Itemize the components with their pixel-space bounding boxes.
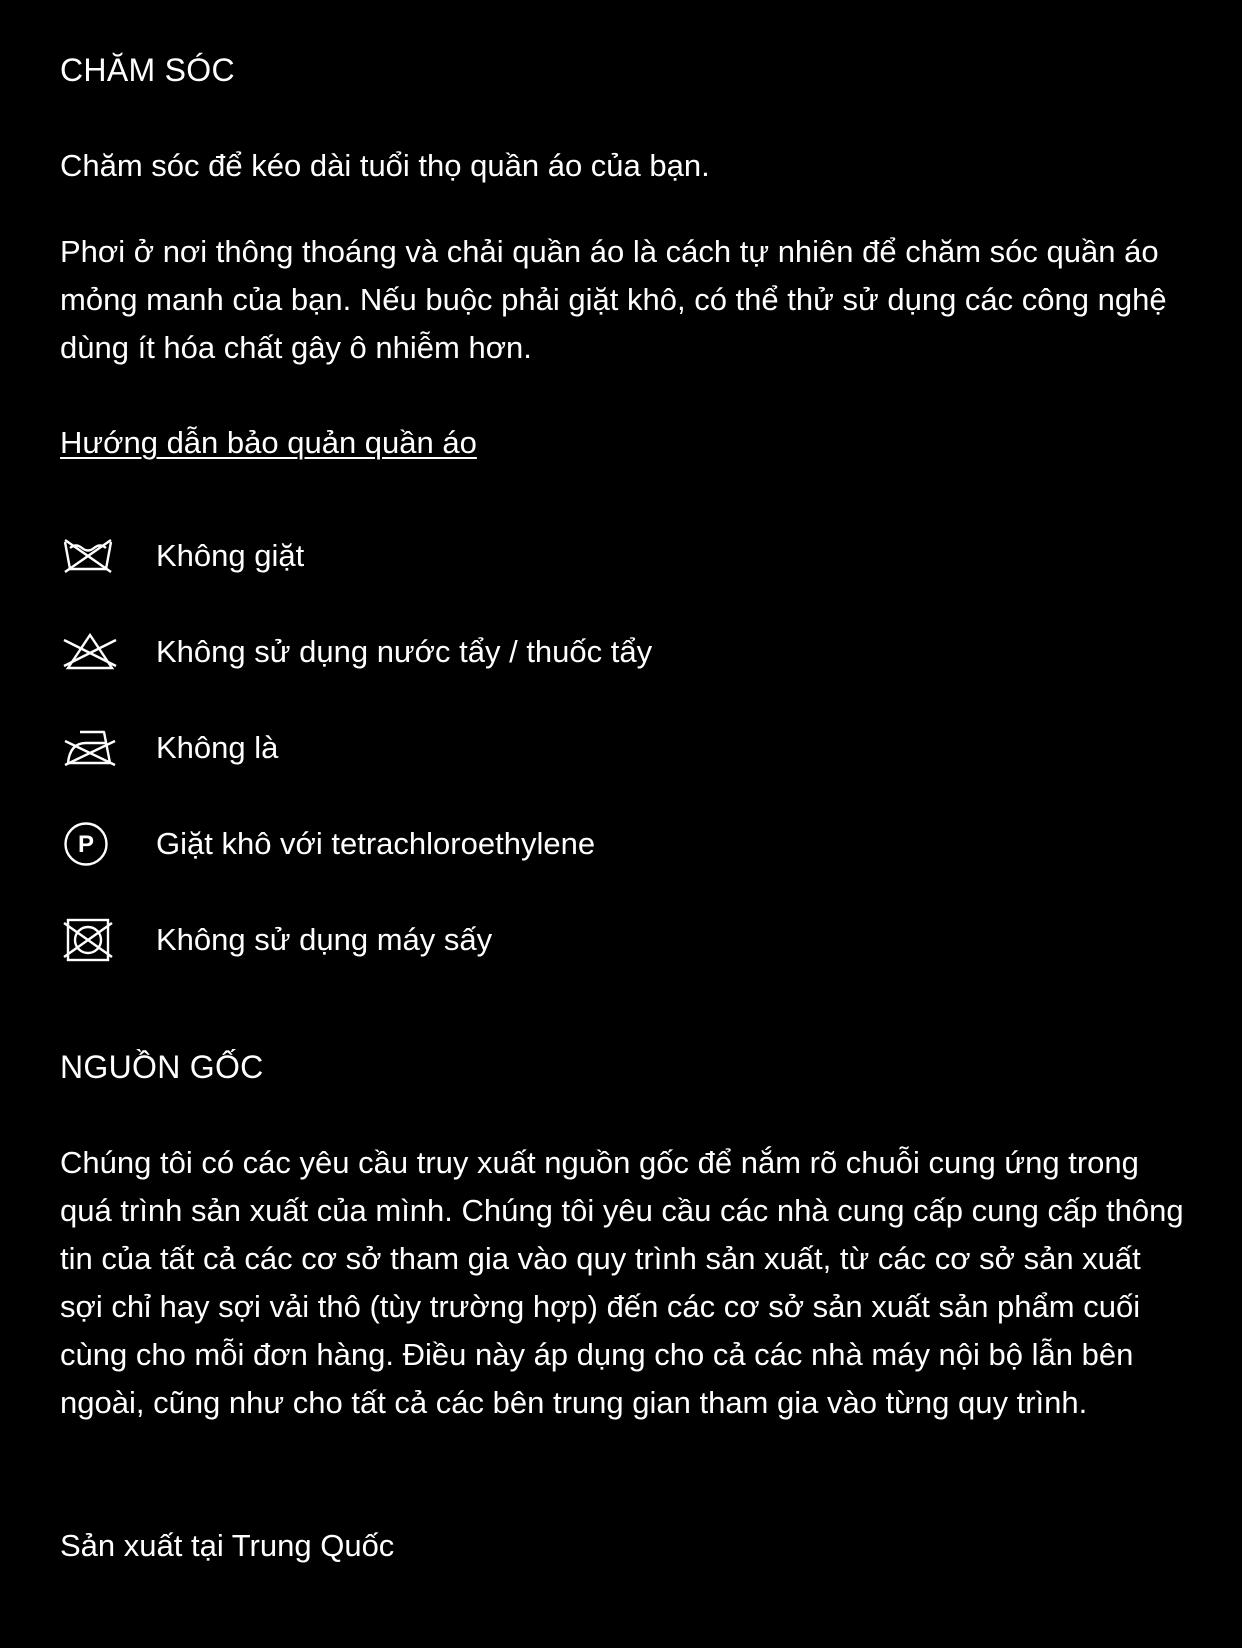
no-bleach-icon	[62, 624, 118, 680]
dry-clean-p-icon	[62, 816, 118, 872]
care-instruction-no-wash	[60, 508, 1190, 604]
care-instruction-label: Không sử dụng máy sấy	[156, 922, 493, 957]
svg-text:P: P	[77, 831, 95, 858]
care-instruction-label: Không sử dụng nước tẩy / thuốc tẩy	[156, 634, 653, 669]
care-guide-link[interactable]: Hướng dẫn bảo quản quần áo	[60, 425, 477, 460]
origin-body-text: Chúng tôi có các yêu cầu truy xuất nguồn gốc để nắm rõ chuỗi cung ứng trong quá trình sản xuất của mình. Chúng tôi yêu cầu các nhà cung cấp cung cấp thông tin của tất cả các cơ sở tham gia vào quy trình sản xuất, từ các cơ sở sản xuất sợi chỉ hay sợi vải thô (tùy trường hợp) đến các cơ sở sản xuất sản phẩm cuối cùng cho mỗi đơn hàng. Điều này áp dụng cho cả các nhà máy nội bộ lẫn bên ngoài, cũng như cho tất cả các bên trung gian tham gia vào từng quy trình.	[60, 1145, 1184, 1420]
no-wash-icon	[62, 528, 118, 584]
care-instruction-dry-clean	[60, 796, 1190, 892]
care-instruction-label: Không giặt	[156, 538, 305, 573]
care-instruction-no-iron	[60, 700, 1190, 796]
care-intro-text: Chăm sóc để kéo dài tuổi thọ quần áo của bạn.	[60, 148, 710, 183]
care-instructions-list	[60, 508, 1190, 988]
care-instruction-label: Giặt khô với tetrachloroethylene	[156, 826, 596, 861]
care-instruction-label: Không là	[156, 730, 279, 765]
no-tumble-dry-icon	[62, 912, 118, 968]
origin-section-title: NGUỒN GỐC	[60, 1049, 264, 1085]
care-body-text: Phơi ở nơi thông thoáng và chải quần áo là cách tự nhiên để chăm sóc quần áo mỏng manh của bạn. Nếu buộc phải giặt khô, có thể thử sử dụng các công nghệ dùng ít hóa chất gây ô nhiễm hơn.	[60, 234, 1167, 365]
made-in-text: Sản xuất tại Trung Quốc	[60, 1528, 395, 1563]
care-section-title: CHĂM SÓC	[60, 52, 235, 88]
care-instruction-no-bleach	[60, 604, 1190, 700]
no-iron-icon	[62, 720, 118, 776]
care-instruction-no-tumble-dry	[60, 892, 1190, 988]
